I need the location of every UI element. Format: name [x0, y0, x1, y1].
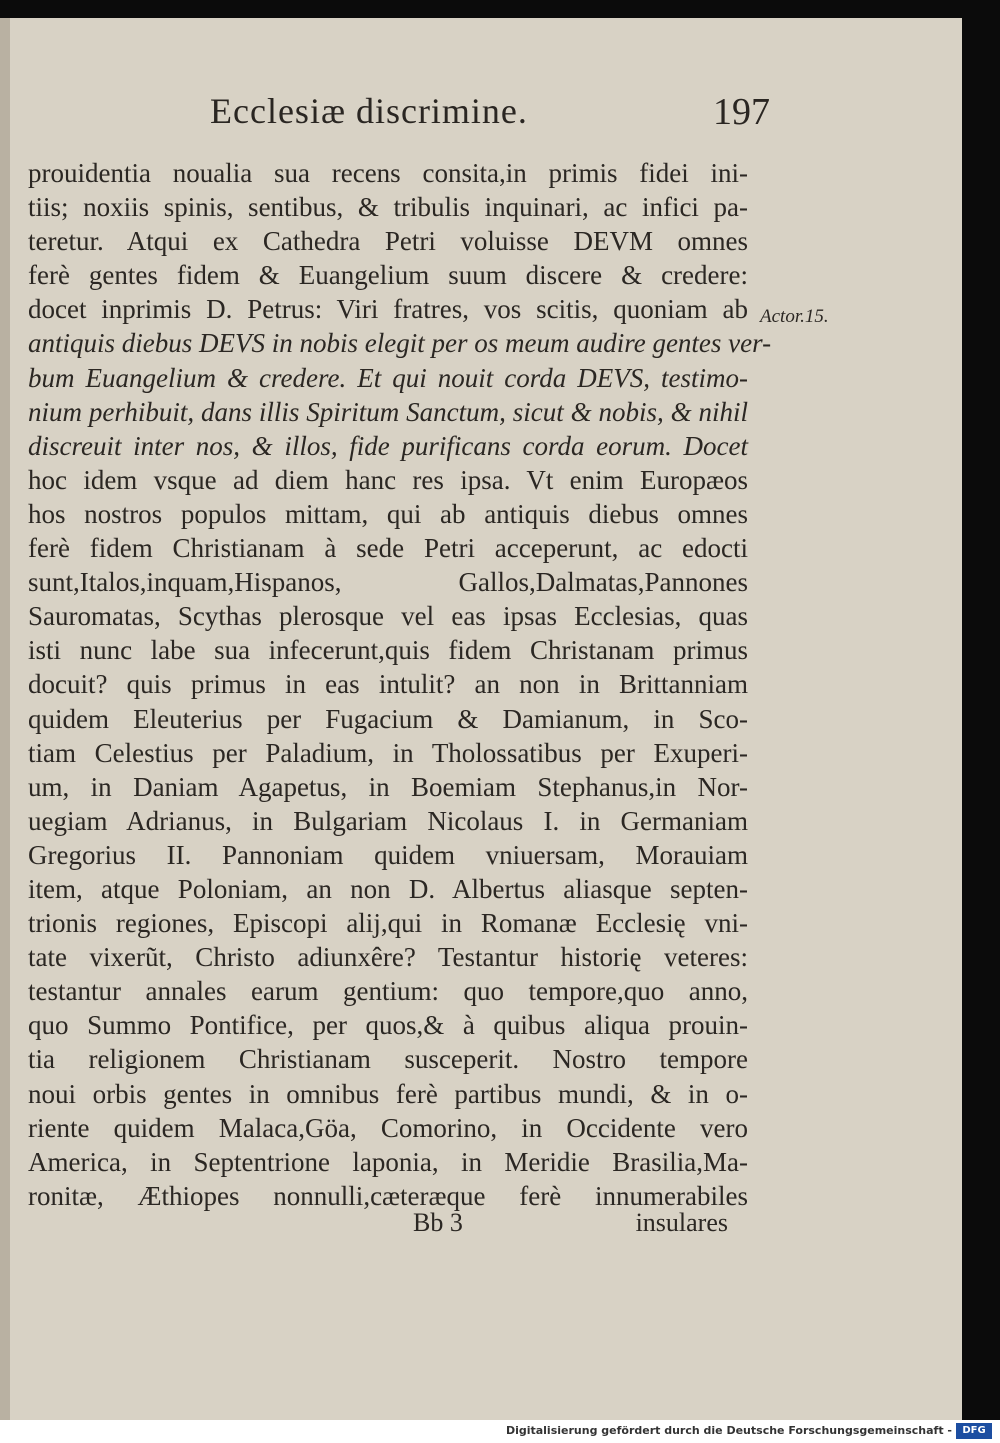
text-line: trionis regiones, Episcopi alij,qui in Romanæ Ecclesię vni- — [28, 908, 748, 939]
text-line: hos nostros populos mittam, qui ab antiquis diebus omnes — [28, 498, 748, 529]
text-line: hoc idem vsque ad diem hanc res ipsa. Vt enim Europæos — [28, 464, 748, 495]
text-line: discreuit inter nos, & illos, fide purificans corda eorum. Docet — [28, 430, 748, 461]
page-footer — [28, 1208, 728, 1244]
text-line: tiam Celestius per Paladium, in Tholossatibus per Exuperi- — [28, 737, 748, 768]
text-line: ferè fidem Christianam à sede Petri acceperunt, ac edocti — [28, 533, 748, 564]
page-header — [210, 90, 770, 146]
text-line: Gregorius II. Pannoniam quidem vniuersam, Morauiam — [28, 839, 748, 870]
text-line: tate vixerũt, Christo adiunxêre? Testantur historię veteres: — [28, 942, 748, 973]
text-line: riente quidem Malaca,Göa, Comorino, in Occidente vero — [28, 1112, 748, 1143]
body-text — [28, 156, 772, 1213]
text-line: quidem Eleuterius per Fugacium & Damianum, in Sco- — [28, 703, 748, 734]
text-line: testantur annales earum gentium: quo tempore,quo anno, — [28, 976, 748, 1007]
text-line: America, in Septentrione laponia, in Meridie Brasilia,Ma- — [28, 1146, 748, 1177]
page-number: 197 — [713, 91, 770, 133]
text-line: teretur. Atqui ex Cathedra Petri voluisse DEVM omnes — [28, 226, 748, 257]
text-line: nium perhibuit, dans illis Spiritum Sanctum, sicut & nobis, & nihil — [28, 396, 748, 427]
text-line: item, atque Poloniam, an non D. Albertus aliasque septen- — [28, 873, 748, 904]
text-line: antiquis diebus DEVS in nobis elegit per os meum audire gentes ver- — [28, 328, 772, 359]
marginal-note: Actor.15. — [760, 306, 829, 327]
text-line: tiis; noxiis spinis, sentibus, & tribulis inquinari, ac infici pa- — [28, 192, 748, 223]
text-line: noui orbis gentes in omnibus ferè partibus mundi, & in o- — [28, 1078, 748, 1109]
digitization-credit: Digitalisierung gefördert durch die Deutsche Forschungsgemeinschaft - — [505, 1424, 952, 1437]
text-line: docet inprimis D. Petrus: Viri fratres, vos scitis, quoniam ab — [28, 294, 748, 325]
text-line: prouidentia noualia sua recens consita,in primis fidei ini- — [28, 158, 748, 188]
signature-mark: Bb 3 — [413, 1208, 463, 1237]
text-line: sunt,Italos,inquam,Hispanos, Gallos,Dalmatas,Pannones — [28, 567, 748, 598]
text-line: ferè gentes fidem & Euangelium suum discere & credere: — [28, 260, 748, 291]
text-line: tia religionem Christianam susceperit. Nostro tempore — [28, 1044, 748, 1075]
text-line: Sauromatas, Scythas plerosque vel eas ipsas Ecclesias, quas — [28, 601, 748, 632]
page-edge — [0, 18, 10, 1420]
book-page — [0, 18, 962, 1420]
text-line: uegiam Adrianus, in Bulgariam Nicolaus I. in Germaniam — [28, 805, 748, 836]
text-line: docuit? quis primus in eas intulit? an non in Brittanniam — [28, 669, 748, 700]
text-line: quo Summo Pontifice, per quos,& à quibus aliqua prouin- — [28, 1010, 748, 1041]
text-line: um, in Daniam Agapetus, in Boemiam Stephanus,in Nor- — [28, 771, 748, 802]
text-line: ronitæ, Æthiopes nonnulli,cæteræque ferè innumerabiles — [28, 1180, 748, 1211]
credit-bar — [0, 1420, 1000, 1443]
running-title: Ecclesiæ discrimine. — [210, 91, 528, 131]
text-line: isti nunc labe sua infecerunt,quis fidem Christanam primus — [28, 635, 748, 666]
dfg-logo: DFG — [956, 1423, 992, 1439]
catchword: insulares — [635, 1208, 728, 1237]
text-line: bum Euangelium & credere. Et qui nouit corda DEVS, testimo- — [28, 362, 748, 393]
